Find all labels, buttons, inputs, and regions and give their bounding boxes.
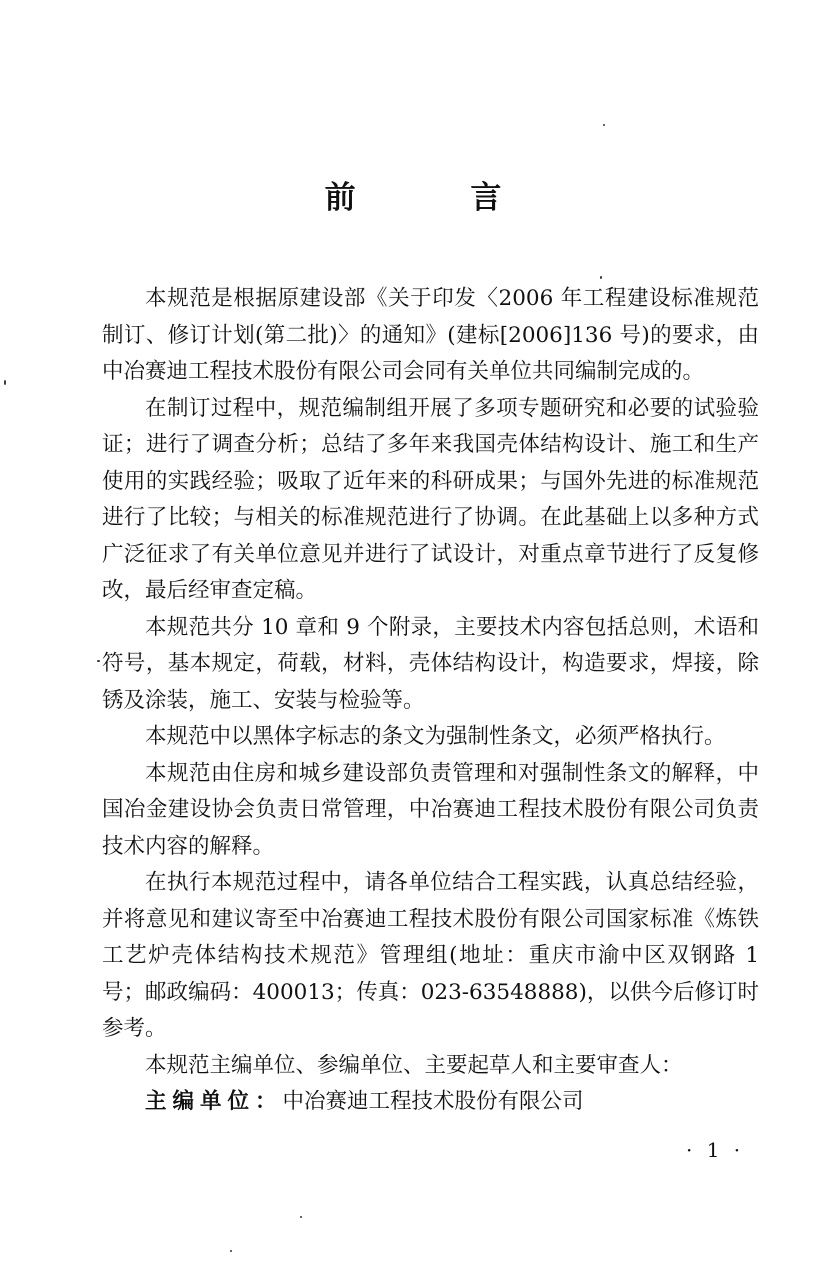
chief-editor-name: 中冶赛迪工程技术股份有限公司 xyxy=(282,1089,584,1114)
scan-speck xyxy=(603,124,605,126)
page-number: · 1 · xyxy=(686,1138,745,1162)
document-body xyxy=(102,281,759,1121)
paragraph-process: 在制订过程中，规范编制组开展了多项专题研究和必要的试验验证；进行了调查分析；总结了多年来我国壳体结构设计、施工和生产使用的实践经验；吸取了近年来的科研成果；与国外先进的标准规范进行了比较；与相关的标准规范进行了协调。在此基础上以多种方式广泛征求了有关单位意见并进行了试设计，对重点章节进行了反复修改，最后经审查定稿。 xyxy=(102,395,759,603)
scan-speck xyxy=(600,276,602,279)
paragraph-basis: 本规范是根据原建设部《关于印发〈2006 年工程建设标准规范制订、修订计划(第二批)〉的通知》(建标[2006]136 号)的要求，由中冶赛迪工程技术股份有限公司会同有关单位共同编制完成的。 xyxy=(102,286,759,384)
chief-editor-line xyxy=(102,1084,759,1121)
scan-speck xyxy=(300,1216,302,1218)
paragraph-units-intro: 本规范主编单位、参编单位、主要起草人和主要审查人： xyxy=(145,1052,683,1078)
paragraph-feedback: 在执行本规范过程中，请各单位结合工程实践，认真总结经验，并将意见和建议寄至中冶赛迪工程技术股份有限公司国家标准《炼铁工艺炉壳体结构技术规范》管理组(地址：重庆市渝中区双钢路 1 号；邮政编码：400013；传真：023-63548888)，以供今后修订时参考。 xyxy=(102,870,759,1041)
paragraph-contents: 本规范共分 10 章和 9 个附录，主要技术内容包括总则，术语和符号，基本规定，荷载，材料，壳体结构设计，构造要求，焊接，除锈及涂装，施工、安装与检验等。 xyxy=(102,614,759,713)
scan-speck xyxy=(230,1250,232,1252)
scan-speck xyxy=(4,380,6,385)
scan-speck xyxy=(97,660,100,662)
paragraph-mandatory: 本规范中以黑体字标志的条文为强制性条文，必须严格执行。 xyxy=(145,724,726,749)
paragraph-management: 本规范由住房和城乡建设部负责管理和对强制性条文的解释，中国冶金建设协会负责日常管理，中冶赛迪工程技术股份有限公司负责技术内容的解释。 xyxy=(102,760,759,859)
page-title: 前 言 xyxy=(324,180,554,216)
chief-editor-label: 主编单位： xyxy=(145,1089,283,1114)
